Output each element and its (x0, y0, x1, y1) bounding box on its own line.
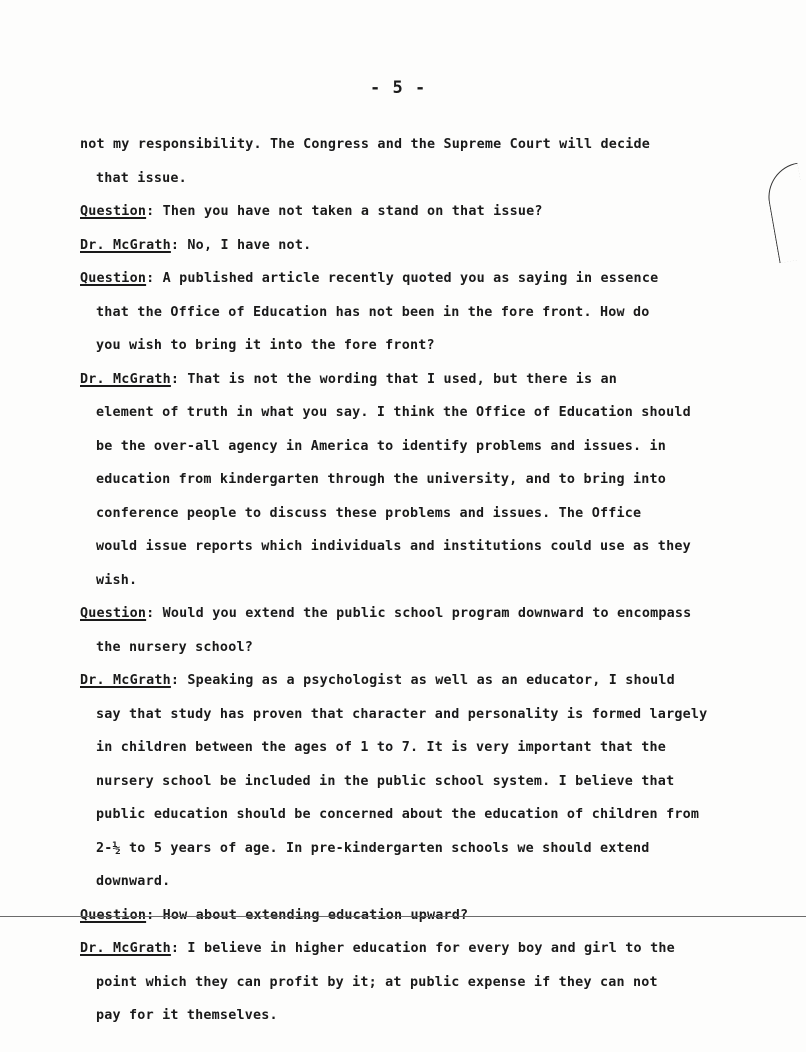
line-text: 2-½ to 5 years of age. In pre-kindergarten schools we should extend (96, 840, 650, 856)
text-line (80, 430, 720, 464)
line-text: : How about extending education upward? (146, 907, 469, 923)
line-text: conference people to discuss these problems and issues. The Office (96, 505, 642, 521)
text-line (80, 128, 720, 162)
line-text: pay for it themselves. (96, 1008, 278, 1023)
line-text: : Would you extend the public school program downward to encompass (146, 606, 692, 621)
speaker-label: Question (80, 271, 147, 286)
speaker-label: Dr. McGrath (80, 371, 171, 387)
line-text: point which they can profit by it; at public expense if they can not (96, 974, 658, 990)
speaker-label: Dr. McGrath (80, 941, 171, 956)
line-text: : I believe in higher education for every boy and girl to the (170, 941, 675, 956)
line-text: : Then you have not taken a stand on that issue? (146, 204, 543, 219)
line-text: : No, I have not. (170, 237, 312, 253)
line-text: : A published article recently quoted you as saying in essence (146, 271, 659, 286)
line-text: be the over-all agency in America to identify problems and issues. in (96, 438, 667, 454)
text-line (80, 329, 720, 363)
line-text: education from kindergarten through the university, and to bring into (96, 472, 667, 487)
line-text: would issue reports which individuals and institutions could use as they (96, 539, 691, 554)
line-text: you wish to bring it into the fore front? (96, 338, 435, 353)
line-text: in children between the ages of 1 to 7. It is very important that the (96, 740, 667, 755)
text-line (80, 396, 720, 430)
text-line (80, 932, 720, 966)
text-line (80, 966, 720, 1000)
text-line (80, 999, 720, 1033)
line-text: wish. (96, 572, 138, 588)
speaker-label: Dr. McGrath (80, 673, 171, 688)
line-text: public education should be concerned about the education of children from (96, 807, 700, 822)
text-line (80, 597, 720, 631)
text-line (80, 463, 720, 497)
text-line (80, 229, 720, 263)
page-number: - 5 - (370, 78, 427, 98)
text-line (80, 698, 720, 732)
line-text: : Speaking as a psychologist as well as an educator, I should (170, 673, 675, 688)
text-line (80, 832, 720, 866)
line-text: downward. (96, 874, 171, 889)
text-line (80, 631, 720, 665)
scan-artifact-line (0, 916, 806, 917)
text-line (80, 564, 720, 598)
margin-pen-stroke (763, 163, 806, 264)
speaker-label: Question (80, 204, 147, 219)
line-text: say that study has proven that character and personality is formed largely (96, 706, 708, 722)
line-text: that issue. (96, 170, 187, 186)
text-line (80, 664, 720, 698)
text-line (80, 262, 720, 296)
line-text: the nursery school? (96, 639, 253, 655)
speaker-label: Dr. McGrath (80, 237, 171, 253)
text-line (80, 296, 720, 330)
text-line (80, 497, 720, 531)
speaker-label: Question (80, 907, 147, 923)
line-text: nursery school be included in the public school system. I believe that (96, 773, 675, 789)
line-text: element of truth in what you say. I think the Office of Education should (96, 405, 691, 420)
faint-stamp-mark (60, 4, 150, 34)
text-line (80, 731, 720, 765)
line-text: : That is not the wording that I used, but there is an (170, 371, 618, 387)
transcript-body (80, 128, 720, 1033)
line-text: not my responsibility. The Congress and the Supreme Court will decide (80, 137, 651, 152)
text-line (80, 798, 720, 832)
text-line (80, 162, 720, 196)
text-line (80, 530, 720, 564)
text-line (80, 195, 720, 229)
text-line (80, 363, 720, 397)
line-text: that the Office of Education has not been in the fore front. How do (96, 304, 650, 320)
speaker-label: Question (80, 606, 147, 621)
text-line (80, 765, 720, 799)
text-line (80, 865, 720, 899)
